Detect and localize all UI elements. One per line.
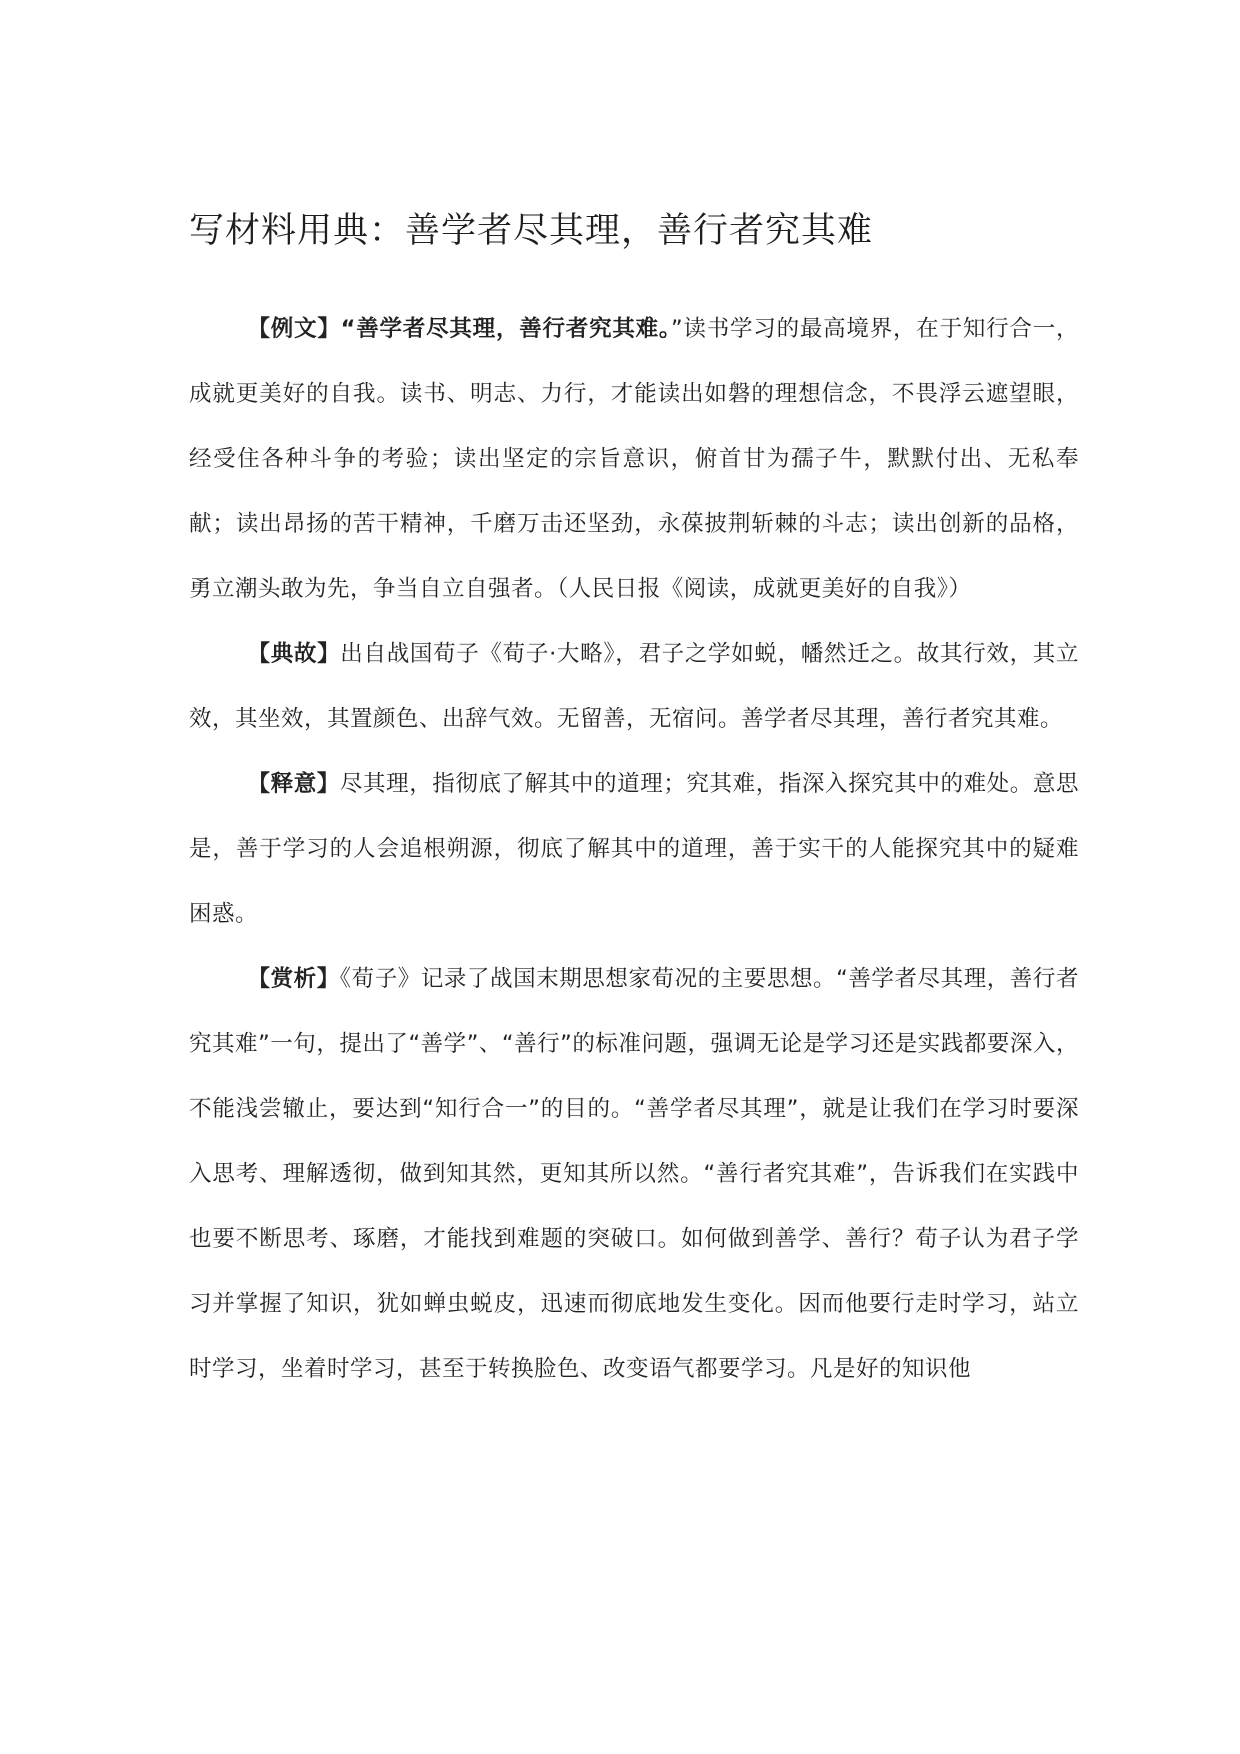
document-page <box>189 205 1079 1402</box>
paragraph-allusion <box>189 622 1079 752</box>
paragraph-tag: 【例文】 <box>247 316 341 342</box>
quote-lead: “善学者尽其理，善行者究其难。 <box>340 316 671 342</box>
paragraph-analysis <box>189 947 1079 1402</box>
paragraph-tag: 【释意】 <box>247 771 340 797</box>
document-title: 写材料用典：善学者尽其理，善行者究其难 <box>189 211 874 251</box>
paragraph-example <box>189 297 1079 622</box>
paragraph-text: 出自战国荀子《荀子·大略》，君子之学如蜕，幡然迁之。故其行效，其立效，其坐效，其置颜色、出辞气效。无留善，无宿问。善学者尽其理，善行者究其难。 <box>189 641 1079 732</box>
paragraph-tag: 【典故】 <box>247 641 341 667</box>
paragraph-text: 《荀子》记录了战国末期思想家荀况的主要思想。“善学者尽其理，善行者究其难”一句，提出了“善学”、“善行”的标准问题，强调无论是学习还是实践都要深入，不能浅尝辙止，要达到“知行合一”的目的。“善学者尽其理”，就是让我们在学习时要深入思考、理解透彻，做到知其然，更知其所以然。“善行者究其难”，告诉我们在实践中也要不断思考、琢磨，才能找到难题的突破口。如何做到善学、善行？荀子认为君子学习并掌握了知识，犹如蝉虫蜕皮，迅速而彻底地发生变化。因而他要行走时学习，站立时学习，坐着时学习，甚至于转换脸色、改变语气都要学习。凡是好的知识他 <box>189 966 1079 1382</box>
paragraph-tag: 【赏析】 <box>247 966 340 992</box>
paragraph-meaning <box>189 752 1079 947</box>
paragraph-text: ”读书学习的最高境界，在于知行合一，成就更美好的自我。读书、明志、力行，才能读出如磐的理想信念，不畏浮云遮望眼，经受住各种斗争的考验；读出坚定的宗旨意识，俯首甘为孺子牛，默默付出、无私奉献；读出昂扬的苦干精神，千磨万击还坚劲，永葆披荆斩棘的斗志；读出创新的品格，勇立潮头敢为先，争当自立自强者。（人民日报《阅读，成就更美好的自我》） <box>189 316 1079 602</box>
paragraph-text: 尽其理，指彻底了解其中的道理；究其难，指深入探究其中的难处。意思是，善于学习的人会追根朔源，彻底了解其中的道理，善于实干的人能探究其中的疑难困惑。 <box>189 771 1079 927</box>
